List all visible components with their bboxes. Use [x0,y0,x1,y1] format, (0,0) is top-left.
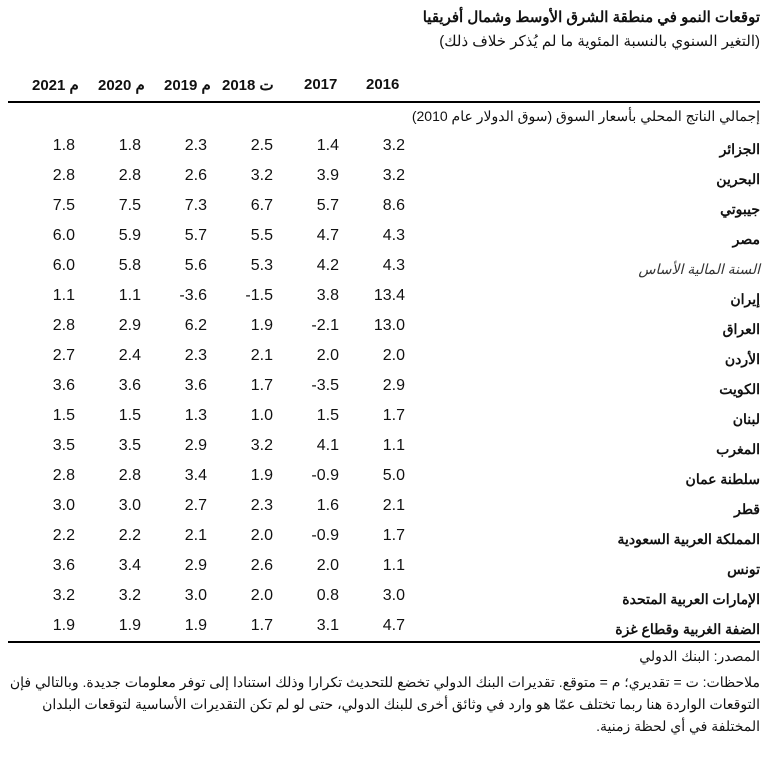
table-cell: -3.5 [311,377,339,394]
table-cell: 3.2 [52,587,75,604]
row-label: لبنان [732,411,760,427]
table-cell: 3.1 [316,617,339,634]
table-cell: 3.6 [118,377,141,394]
table-cell: 5.8 [118,257,141,274]
row-label: جيبوتي [720,201,760,217]
table-cell: 2.9 [184,437,207,454]
table-cell: 2.7 [184,497,207,514]
bottom-rule [8,641,760,643]
table-cell: 6.0 [52,227,75,244]
table-cell: 2.4 [118,347,141,364]
table-cell: 3.0 [184,587,207,604]
table-cell: 1.1 [52,287,75,304]
table-cell: 1.5 [52,407,75,424]
row-label: مصر [732,231,760,247]
table-cell: 5.0 [382,467,405,484]
table-cell: 1.8 [52,137,75,154]
table-cell: 3.6 [52,377,75,394]
table-cell: 6.7 [250,197,273,214]
column-header-2018: 2018 ت [222,77,274,94]
table-cell: 2.9 [184,557,207,574]
table-row [0,287,768,317]
table-cell: 2.2 [118,527,141,544]
table-cell: 2.8 [52,467,75,484]
table-cell: 1.8 [118,137,141,154]
row-label: الإمارات العربية المتحدة [622,591,760,607]
source-note: المصدر: البنك الدولي [639,648,760,664]
table-cell: 5.7 [316,197,339,214]
table-cell: 3.0 [118,497,141,514]
table-cell: 3.2 [382,137,405,154]
column-header-2021: 2021 م [32,77,79,94]
row-label: البحرين [716,171,760,187]
table-cell: 3.5 [118,437,141,454]
table-cell: 3.2 [118,587,141,604]
table-cell: 2.8 [118,467,141,484]
table-cell: 1.3 [184,407,207,424]
table-cell: -2.1 [311,317,339,334]
table-cell: 1.9 [250,467,273,484]
table-cell: 1.9 [184,617,207,634]
table-title: توقعات النمو في منطقة الشرق الأوسط وشمال أفريقيا [422,9,760,26]
table-cell: 3.5 [52,437,75,454]
table-cell: 1.4 [316,137,339,154]
table-cell: 1.7 [382,527,405,544]
table-row [0,527,768,557]
table-row [0,407,768,437]
table-cell: 2.5 [250,137,273,154]
table-cell: 1.1 [118,287,141,304]
table-cell: 3.6 [184,377,207,394]
table-cell: 2.0 [250,587,273,604]
table-cell: 8.6 [382,197,405,214]
table-cell: -1.5 [245,287,273,304]
table-cell: 13.0 [373,317,405,334]
table-subtitle: (التغير السنوي بالنسبة المئوية ما لم يُذكر خلاف ذلك) [439,33,760,50]
table-row [0,197,768,227]
table-cell: 3.6 [52,557,75,574]
table-cell: 5.7 [184,227,207,244]
table-cell: 6.2 [184,317,207,334]
table-cell: 1.9 [52,617,75,634]
table-cell: 5.6 [184,257,207,274]
table-cell: 2.7 [52,347,75,364]
row-label: المغرب [716,441,760,457]
table-cell: 3.8 [316,287,339,304]
table-cell: -0.9 [311,467,339,484]
table-cell: 2.8 [52,167,75,184]
table-cell: 5.3 [250,257,273,274]
table-cell: 3.4 [184,467,207,484]
table-row [0,137,768,167]
table-cell: 3.0 [52,497,75,514]
table-cell: 4.3 [382,227,405,244]
table-cell: 3.2 [250,437,273,454]
table-cell: 3.2 [382,167,405,184]
table-cell: 1.1 [382,437,405,454]
table-cell: 2.6 [184,167,207,184]
table-cell: 2.0 [250,527,273,544]
row-label: العراق [722,321,760,337]
table-cell: 2.1 [184,527,207,544]
table-cell: 4.7 [316,227,339,244]
table-cell: 3.2 [250,167,273,184]
table-cell: 7.3 [184,197,207,214]
table-cell: 3.0 [382,587,405,604]
table-cell: 1.7 [250,617,273,634]
table-cell: 7.5 [52,197,75,214]
table-cell: 1.6 [316,497,339,514]
row-label: قطر [734,501,760,517]
table-cell: 1.7 [250,377,273,394]
table-cell: 1.0 [250,407,273,424]
section-label: إجمالي الناتج المحلي بأسعار السوق (سوق الدولار عام 2010) [411,108,760,124]
table-cell: 5.9 [118,227,141,244]
table-cell: 2.2 [52,527,75,544]
table-cell: 2.1 [382,497,405,514]
row-label: سلطنة عمان [685,471,760,487]
row-label: المملكة العربية السعودية [617,531,760,547]
table-cell: 2.9 [382,377,405,394]
table-row [0,467,768,497]
row-label: السنة المالية الأساس [638,261,760,277]
table-cell: 1.5 [118,407,141,424]
table-cell: 7.5 [118,197,141,214]
table-row [0,347,768,377]
table-row [0,227,768,257]
table-cell: 2.0 [316,347,339,364]
table-cell: -0.9 [311,527,339,544]
column-header-2017: 2017 [304,76,338,93]
table-cell: 13.4 [373,287,405,304]
column-header-2016: 2016 [366,76,400,93]
table-cell: 4.3 [382,257,405,274]
table-cell: 4.7 [382,617,405,634]
table-cell: 2.3 [184,347,207,364]
table-cell: 0.8 [316,587,339,604]
table-cell: 3.9 [316,167,339,184]
table-cell: 2.0 [382,347,405,364]
table-row [0,377,768,407]
table-row [0,557,768,587]
table-cell: 3.4 [118,557,141,574]
row-label: تونس [727,561,760,577]
footnotes: ملاحظات: ت = تقديري؛ م = متوقع. تقديرات البنك الدولي تخضع للتحديث تكرارا وذلك استنادا إلى توفر معلومات جديدة. وبالتالي فإن التوقعات الواردة هنا ربما تختلف عمّا هو وارد في وثائق أخرى للبنك الدولي، حتى لو لم تكن التقديرات الأساسية لتوقعات البلدان المختلفة في أي لحظة زمنية. [9,674,760,734]
table-cell: -3.6 [179,287,207,304]
table-cell: 2.9 [118,317,141,334]
table-cell: 2.6 [250,557,273,574]
table-row [0,167,768,197]
row-label: الأردن [724,351,760,367]
header-rule [8,101,760,103]
row-label: إيران [730,291,760,307]
table-cell: 2.3 [250,497,273,514]
table-cell: 2.3 [184,137,207,154]
table-cell: 1.7 [382,407,405,424]
row-label: الكويت [719,381,760,397]
table-cell: 4.2 [316,257,339,274]
column-header-2019: 2019 م [164,77,211,94]
row-label: الضفة الغربية وقطاع غزة [615,621,760,637]
table-cell: 1.9 [250,317,273,334]
table-cell: 2.0 [316,557,339,574]
table-cell: 1.9 [118,617,141,634]
table-row [0,497,768,527]
table-row [0,257,768,287]
table-cell: 4.1 [316,437,339,454]
table-row [0,437,768,467]
table-cell: 1.5 [316,407,339,424]
row-label: الجزائر [719,141,760,157]
table-cell: 5.5 [250,227,273,244]
table-cell: 2.8 [52,317,75,334]
table-cell: 6.0 [52,257,75,274]
table-cell: 2.8 [118,167,141,184]
table-cell: 1.1 [382,557,405,574]
table-row [0,317,768,347]
table-row [0,587,768,617]
table-cell: 2.1 [250,347,273,364]
column-header-2020: 2020 م [98,77,145,94]
